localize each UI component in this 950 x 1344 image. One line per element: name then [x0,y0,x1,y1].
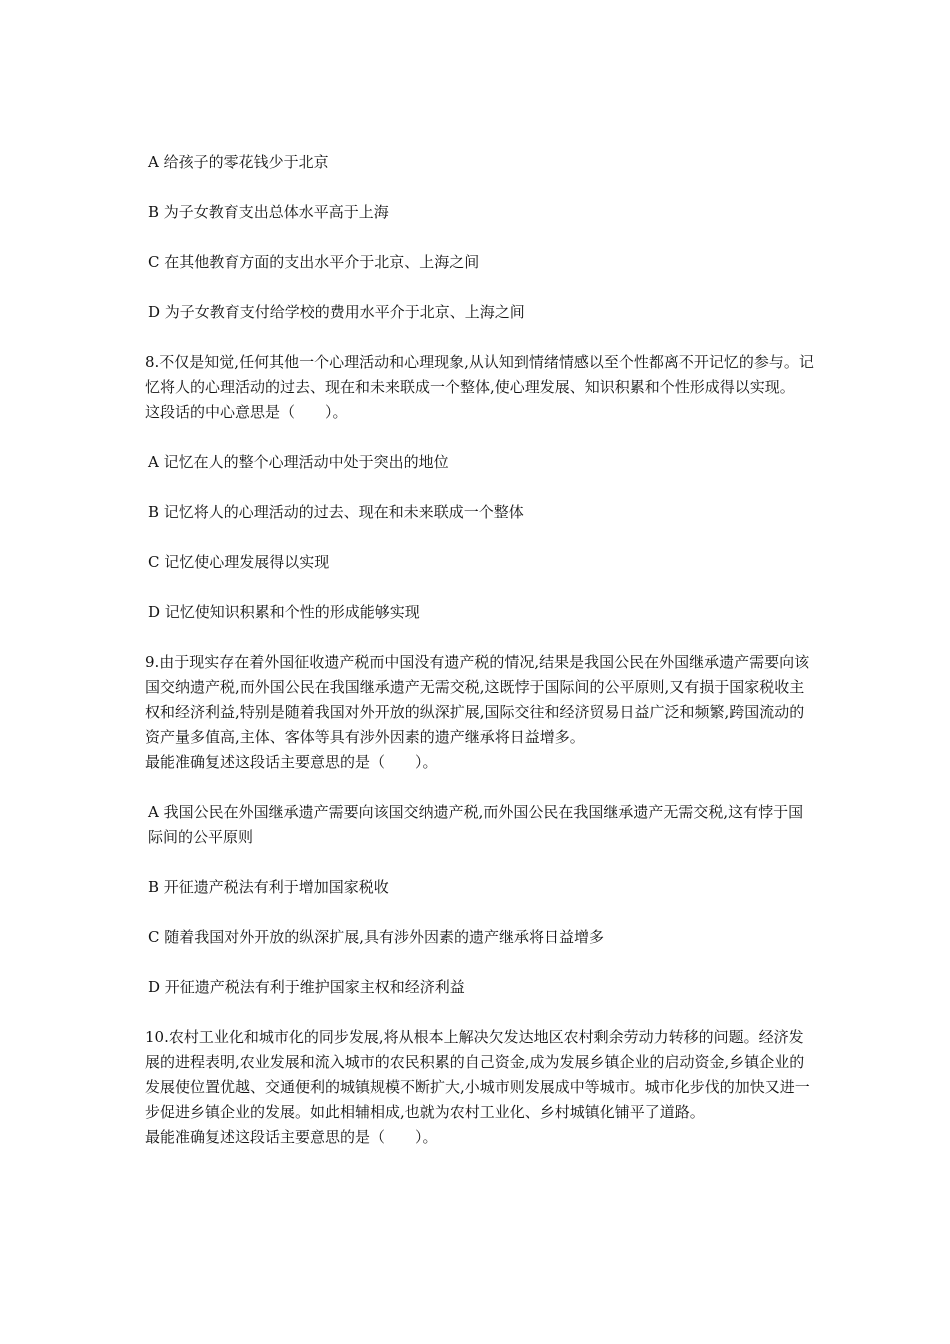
q8-text: 8.不仅是知觉,任何其他一个心理活动和心理现象,从认知到情绪情感以至个性都离不开记忆的参与。记忆将人的心理活动的过去、现在和未来联成一个整体,使心理发展、知识积累和个性形成得以实现。 [145,353,814,396]
q7-option-b: B 为子女教育支出总体水平高于上海 [148,203,389,221]
q9-prompt: 最能准确复述这段话主要意思的是（ ）。 [145,753,438,771]
q9-option-b: B 开征遗产税法有利于增加国家税收 [148,878,389,896]
q8-option-c: C 记忆使心理发展得以实现 [148,553,330,571]
q8-option-d: D 记忆使知识积累和个性的形成能够实现 [148,603,420,621]
q7-option-c: C 在其他教育方面的支出水平介于北京、上海之间 [148,253,480,271]
q8-prompt: 这段话的中心意思是（ ）。 [145,403,348,421]
q8-option-a: A 记忆在人的整个心理活动中处于突出的地位 [148,453,449,471]
q10-text: 10.农村工业化和城市化的同步发展,将从根本上解决欠发达地区农村剩余劳动力转移的问题。经济发展的进程表明,农业发展和流入城市的农民积累的自己资金,成为发展乡镇企业的启动资金,乡镇企业的发展使位置优越、交通便利的城镇规模不断扩大,小城市则发展成中等城市。城市化步伐的加快又进一步促进乡镇企业的发展。如此相辅相成,也就为农村工业化、乡村城镇化铺平了道路。 [145,1028,810,1121]
q8-option-b: B 记忆将人的心理活动的过去、现在和未来联成一个整体 [148,503,524,521]
q9-option-a: A 我国公民在外国继承遗产需要向该国交纳遗产税,而外国公民在我国继承遗产无需交税,这有悖于国际间的公平原则 [148,803,804,846]
document-content [145,150,815,1175]
q7-option-d: D 为子女教育支付给学校的费用水平介于北京、上海之间 [148,303,525,321]
q9-text: 9.由于现实存在着外国征收遗产税而中国没有遗产税的情况,结果是我国公民在外国继承遗产需要向该国交纳遗产税,而外国公民在我国继承遗产无需交税,这既悖于国际间的公平原则,又有损于国家税收主权和经济利益,特别是随着我国对外开放的纵深扩展,国际交往和经济贸易日益广泛和频繁,跨国流动的资产量多值高,主体、客体等具有涉外因素的遗产继承将日益增多。 [145,653,810,746]
q7-option-a: A 给孩子的零花钱少于北京 [148,153,329,171]
q9-option-d: D 开征遗产税法有利于维护国家主权和经济利益 [148,978,465,996]
q10-prompt: 最能准确复述这段话主要意思的是（ ）。 [145,1128,438,1146]
q9-option-c: C 随着我国对外开放的纵深扩展,具有涉外因素的遗产继承将日益增多 [148,928,605,946]
